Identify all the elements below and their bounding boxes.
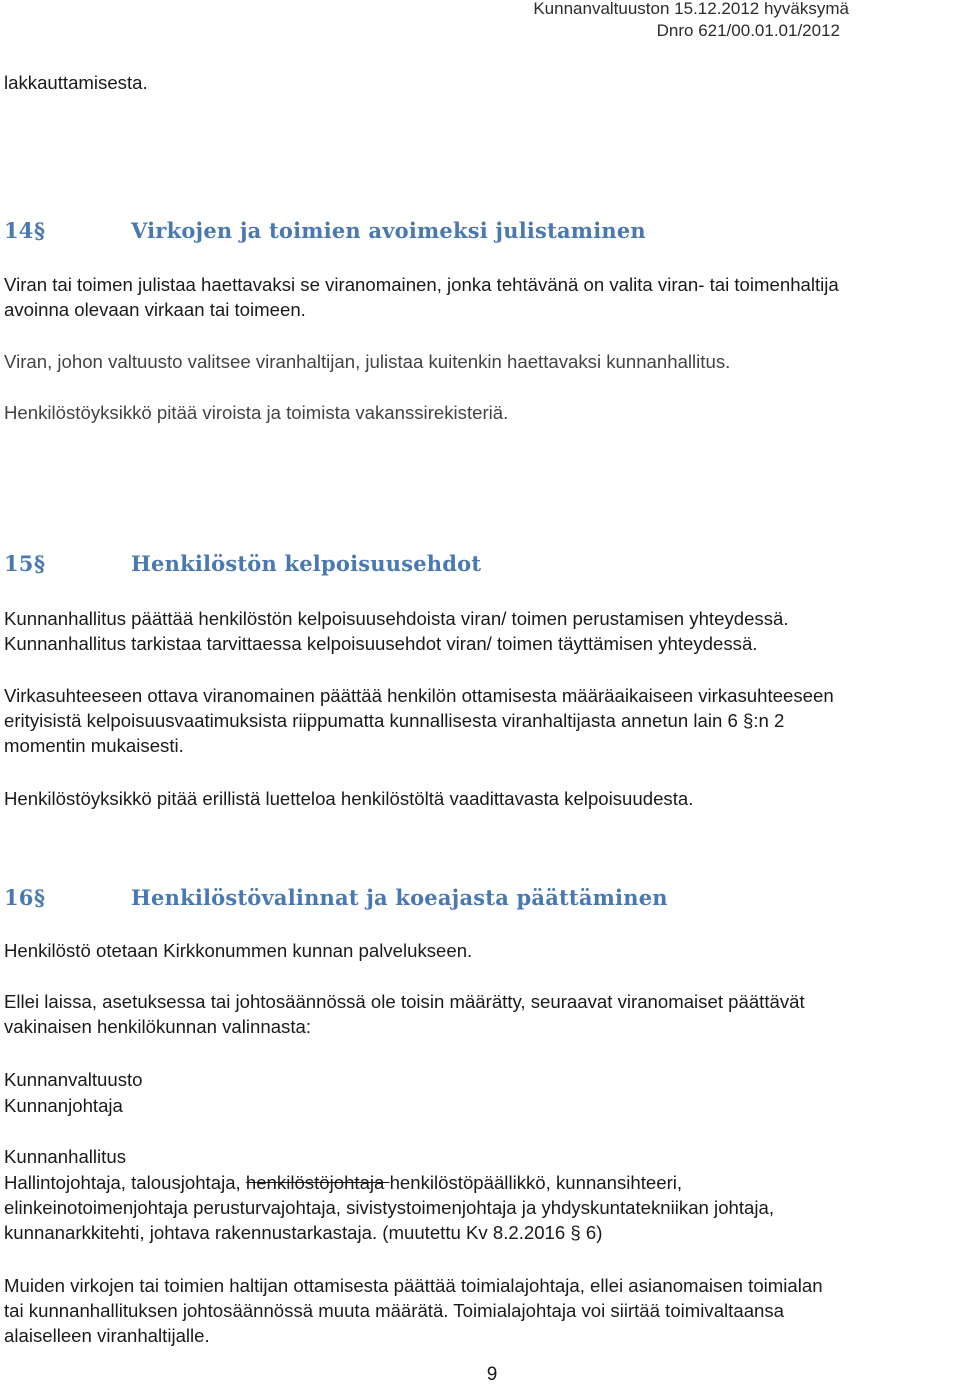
section-16-heading — [4, 885, 668, 910]
section-sign: § — [34, 551, 46, 576]
officials-text-b: henkilöstöpäällikkö, kunnansihteeri, — [389, 1172, 683, 1193]
s14-paragraph-1-line-1: Viran tai toimen julistaa haettavaksi se viranomainen, jonka tehtävänä on valita viran- tai toimenhaltija — [4, 274, 839, 295]
section-15-heading — [4, 551, 481, 576]
s14-paragraph-2: Viran, johon valtuusto valitsee viranhaltijan, julistaa kuitenkin haettavaksi kunnanhallitus. — [4, 351, 731, 372]
section-title: Virkojen ja toimien avoimeksi julistaminen — [131, 218, 646, 243]
officials-text-a: Hallintojohtaja, talousjohtaja, — [4, 1172, 246, 1193]
s15-paragraph-3: Henkilöstöyksikkö pitää erillistä luetteloa henkilöstöltä vaadittavasta kelpoisuudesta. — [4, 788, 694, 809]
s16-paragraph-4-line-2: tai kunnanhallituksen johtosäännössä muuta määrätä. Toimialajohtaja voi siirtää toimivaltaansa — [4, 1300, 785, 1321]
s14-paragraph-3: Henkilöstöyksikkö pitää viroista ja toimista vakanssirekisteriä. — [4, 402, 509, 423]
s16-paragraph-4-line-1: Muiden virkojen tai toimien haltijan ottamisesta päättää toimialajohtaja, ellei asianomaisen toimialan — [4, 1275, 823, 1296]
section-number: 14 — [4, 218, 34, 243]
section-title: Henkilöstön kelpoisuusehdot — [131, 551, 482, 576]
authority-kunnanhallitus: Kunnanhallitus — [4, 1146, 126, 1167]
s15-paragraph-2-line-3: momentin mukaisesti. — [4, 735, 184, 756]
intro-tail-text: lakkauttamisesta. — [4, 72, 148, 93]
struck-text: henkilöstöjohtaja — [245, 1172, 390, 1193]
header-approval-line: Kunnanvaltuuston 15.12.2012 hyväksymä — [533, 0, 849, 18]
s15-paragraph-1-line-2: Kunnanhallitus tarkistaa tarvittaessa kelpoisuusehdot viran/ toimen täyttämisen yhteydessä. — [4, 633, 758, 654]
s16-paragraph-2-line-2: vakinaisen henkilökunnan valinnasta: — [4, 1016, 312, 1037]
s15-paragraph-1-line-1: Kunnanhallitus päättää henkilöstön kelpoisuusehdoista viran/ toimen perustamisen yhteydessä. — [4, 608, 789, 629]
page-number: 9 — [486, 1364, 498, 1385]
s16-paragraph-4-line-3: alaiselleen viranhaltijalle. — [4, 1325, 210, 1346]
section-number: 15 — [4, 551, 34, 576]
header-record-number: Dnro 621/00.01.01/2012 — [656, 21, 840, 40]
s16-officials-line-3: kunnanarkkitehti, johtava rakennustarkastaja. (muutettu Kv 8.2.2016 § 6) — [4, 1222, 603, 1243]
s16-officials-line-2: elinkeinotoimenjohtaja perusturvajohtaja, sivistystoimenjohtaja ja yhdyskuntatekniikan johtaja, — [4, 1197, 775, 1218]
s14-paragraph-1-line-2: avoinna olevaan virkaan tai toimeen. — [4, 299, 306, 320]
section-14-heading — [4, 218, 646, 243]
s15-paragraph-2-line-2: erityisistä kelpoisuusvaatimuksista riippumatta kunnallisesta viranhaltijasta annetun lain 6 §:n 2 — [4, 710, 785, 731]
authority-kunnanvaltuusto: Kunnanvaltuusto — [4, 1069, 143, 1090]
s15-paragraph-2-line-1: Virkasuhteeseen ottava viranomainen päättää henkilön ottamisesta määräaikaiseen virkasuhteeseen — [4, 685, 834, 706]
s16-officials-line-1 — [4, 1170, 682, 1196]
section-number: 16 — [4, 885, 34, 910]
section-title: Henkilöstövalinnat ja koeajasta päättäminen — [131, 885, 668, 910]
section-sign: § — [34, 885, 46, 910]
authority-kunnanjohtaja: Kunnanjohtaja — [4, 1095, 123, 1116]
section-sign: § — [34, 218, 46, 243]
s16-paragraph-2-line-1: Ellei laissa, asetuksessa tai johtosäännössä ole toisin määrätty, seuraavat viranomaiset päättävät — [4, 991, 805, 1012]
s16-paragraph-1: Henkilöstö otetaan Kirkkonummen kunnan palvelukseen. — [4, 940, 473, 961]
